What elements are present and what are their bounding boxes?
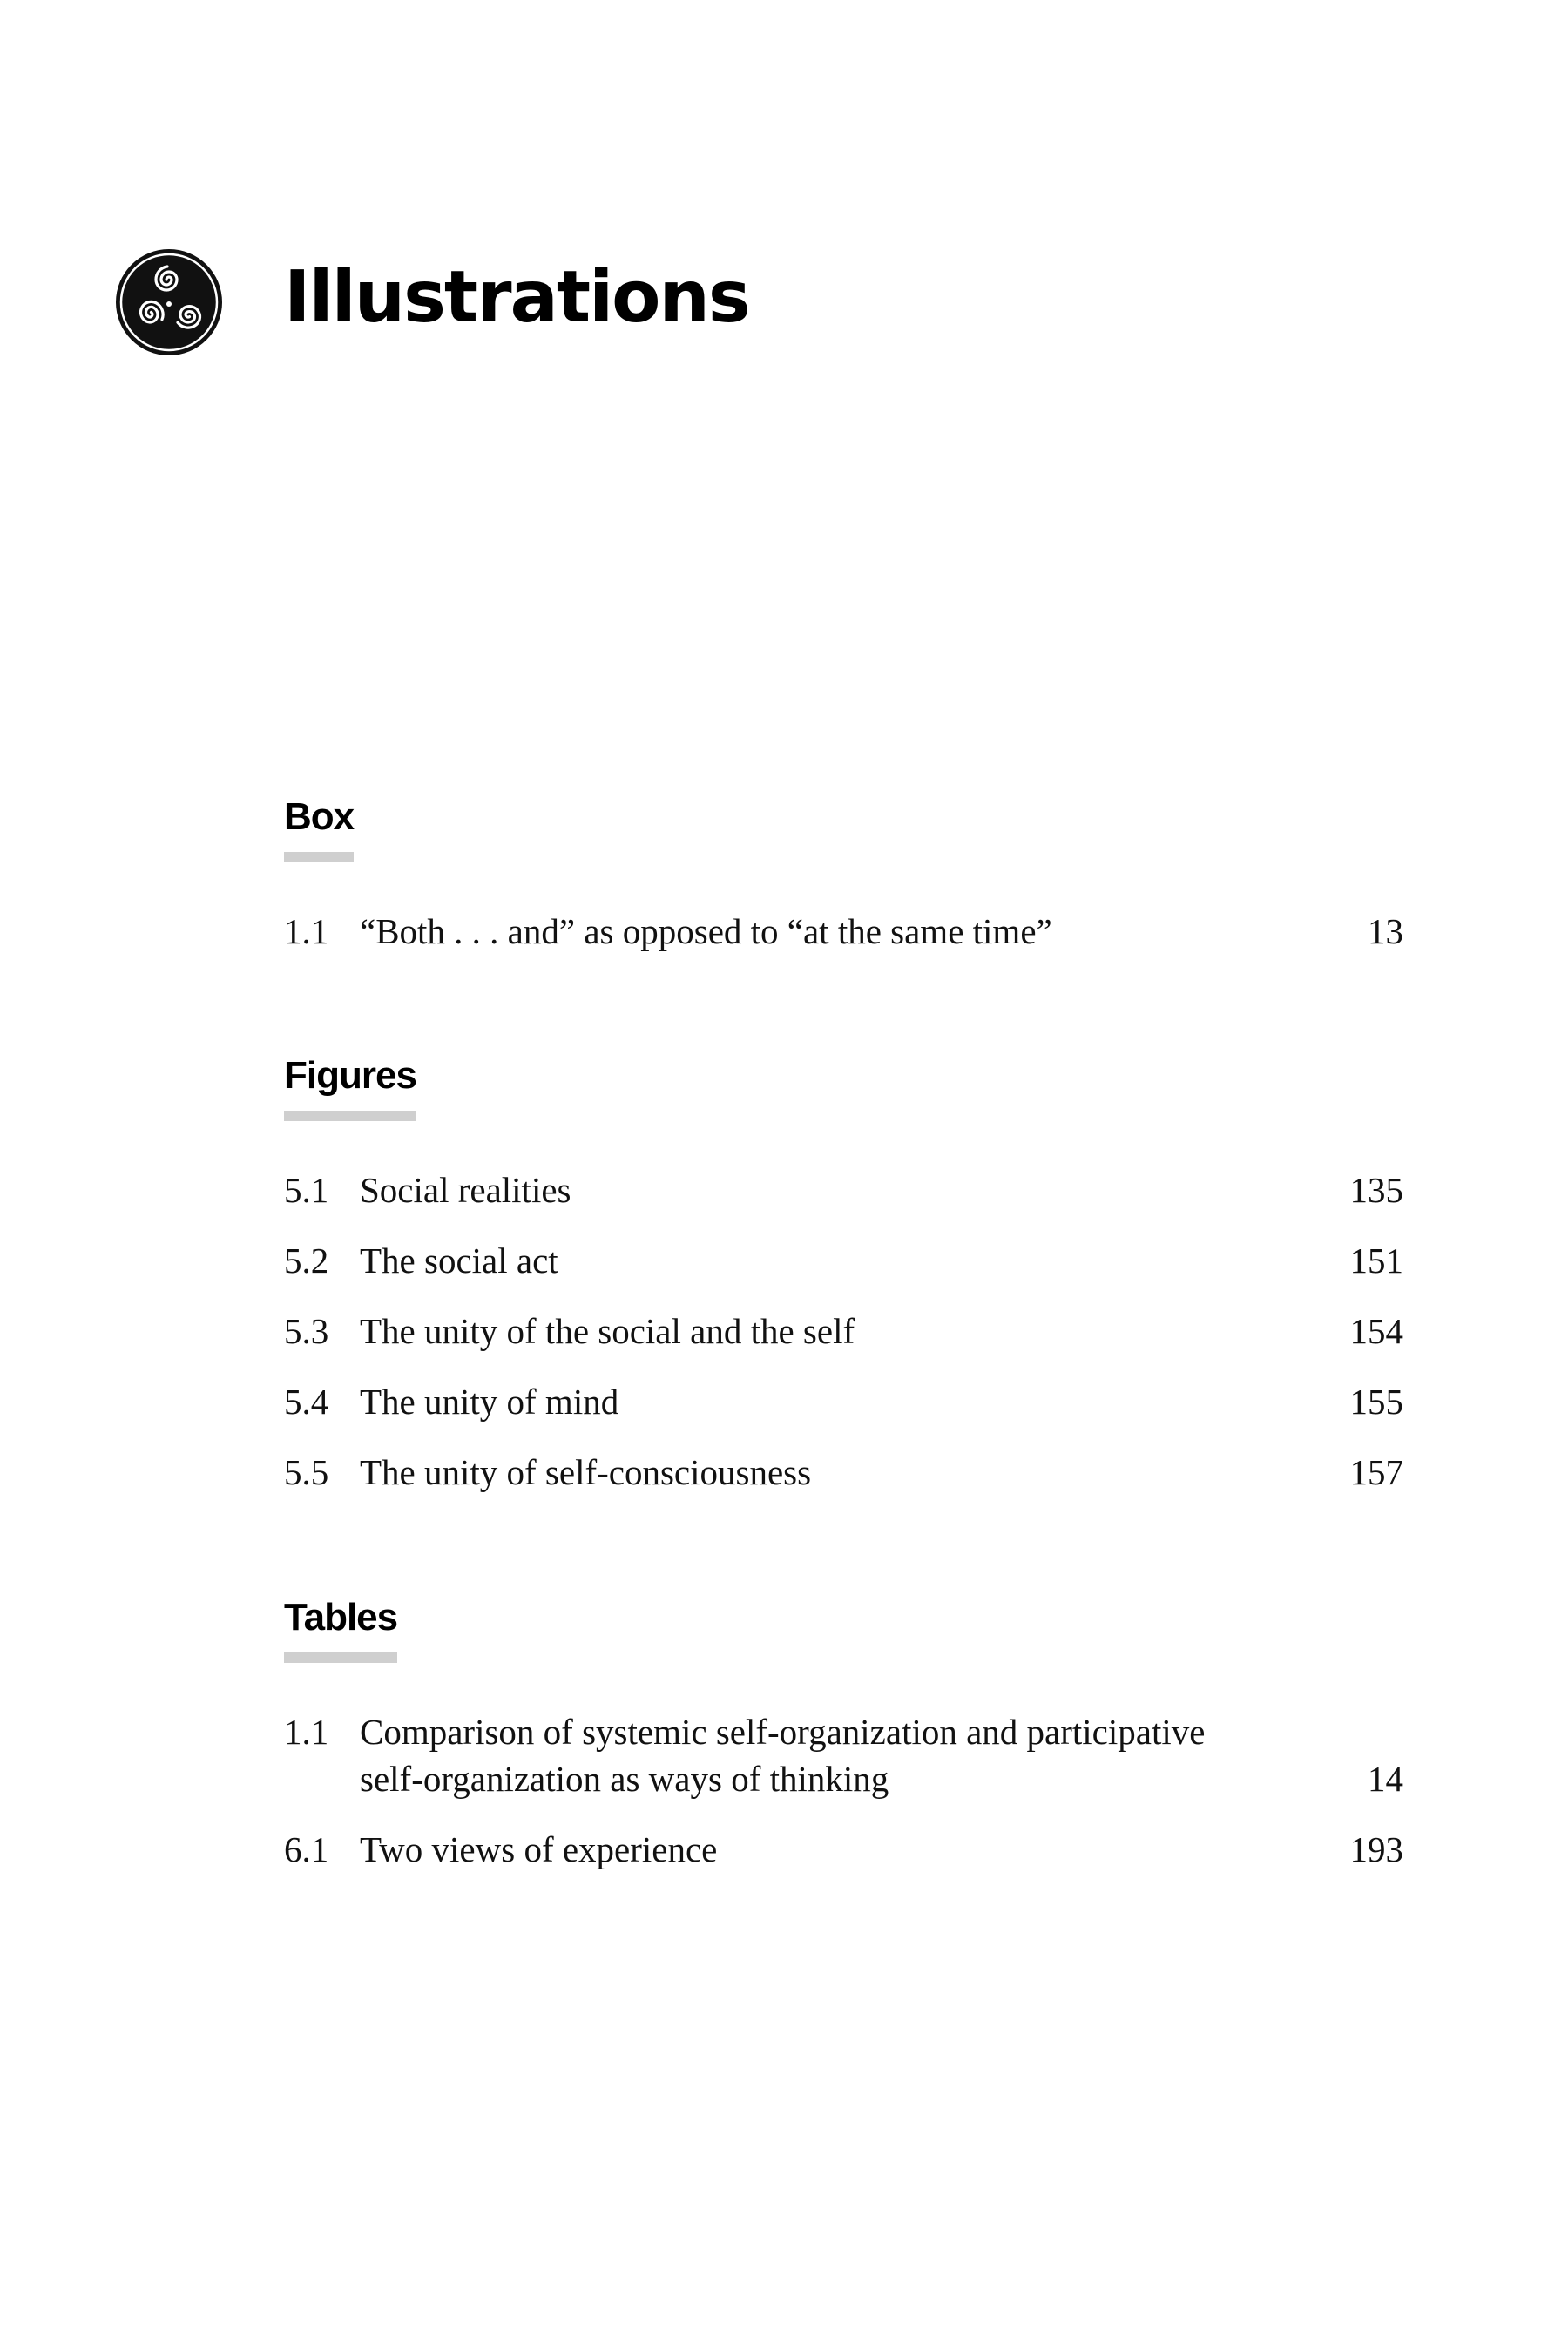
section-heading: Tables bbox=[284, 1596, 398, 1639]
entry-number: 5.1 bbox=[284, 1170, 329, 1210]
entry-number: 1.1 bbox=[284, 1712, 329, 1752]
entry-list bbox=[284, 1166, 1403, 1496]
entry-page-number: 13 bbox=[1368, 911, 1403, 951]
entry-number: 5.5 bbox=[284, 1452, 329, 1492]
entry-title-line: self-organization as ways of thinking bbox=[360, 1759, 889, 1799]
entry-number: 5.2 bbox=[284, 1240, 329, 1281]
section-heading-wrap bbox=[284, 1592, 397, 1663]
entry-title: The unity of mind bbox=[360, 1382, 619, 1422]
entry-page-number: 151 bbox=[1349, 1240, 1403, 1281]
list-item bbox=[284, 1378, 1403, 1425]
list-item bbox=[284, 1166, 1403, 1213]
list-item bbox=[284, 908, 1403, 955]
entry-title-line: Comparison of systemic self-organization and participative bbox=[360, 1712, 1206, 1752]
section-box bbox=[284, 791, 1403, 978]
entry-number: 5.4 bbox=[284, 1382, 329, 1422]
section-heading-wrap bbox=[284, 791, 354, 862]
page-title: Illustrations bbox=[284, 256, 749, 339]
entry-title: Social realities bbox=[360, 1170, 571, 1210]
entry-list bbox=[284, 908, 1403, 955]
entry-page-number: 155 bbox=[1349, 1382, 1403, 1422]
entry-title: The social act bbox=[360, 1240, 558, 1281]
section-heading-wrap bbox=[284, 1050, 416, 1121]
heading-underline bbox=[284, 1111, 416, 1121]
heading-underline bbox=[284, 1652, 397, 1663]
list-item bbox=[284, 1237, 1403, 1284]
entry-page-number: 193 bbox=[1349, 1829, 1403, 1869]
entry-page-number: 14 bbox=[1368, 1759, 1403, 1799]
entry-title: “Both . . . and” as opposed to “at the same time” bbox=[360, 911, 1052, 951]
entry-list bbox=[284, 1708, 1403, 1873]
entry-number: 6.1 bbox=[284, 1829, 329, 1869]
entry-page-number: 157 bbox=[1349, 1452, 1403, 1492]
section-figures bbox=[284, 1050, 1403, 1519]
entry-title: The unity of self-consciousness bbox=[360, 1452, 812, 1492]
heading-underline bbox=[284, 852, 354, 862]
entry-title: Two views of experience bbox=[360, 1829, 718, 1869]
list-item bbox=[284, 1449, 1403, 1496]
list-item bbox=[284, 1708, 1403, 1802]
section-heading: Figures bbox=[284, 1054, 416, 1097]
entry-page-number: 154 bbox=[1349, 1311, 1403, 1351]
section-heading: Box bbox=[284, 795, 355, 838]
triskele-spiral-icon bbox=[115, 248, 223, 356]
entry-page-number: 135 bbox=[1349, 1170, 1403, 1210]
entry-number: 5.3 bbox=[284, 1311, 329, 1351]
list-item bbox=[284, 1308, 1403, 1355]
entry-title: The unity of the social and the self bbox=[360, 1311, 855, 1351]
entry-title bbox=[360, 1708, 1334, 1802]
list-item bbox=[284, 1826, 1403, 1873]
entry-number: 1.1 bbox=[284, 911, 329, 951]
section-tables bbox=[284, 1592, 1403, 1896]
